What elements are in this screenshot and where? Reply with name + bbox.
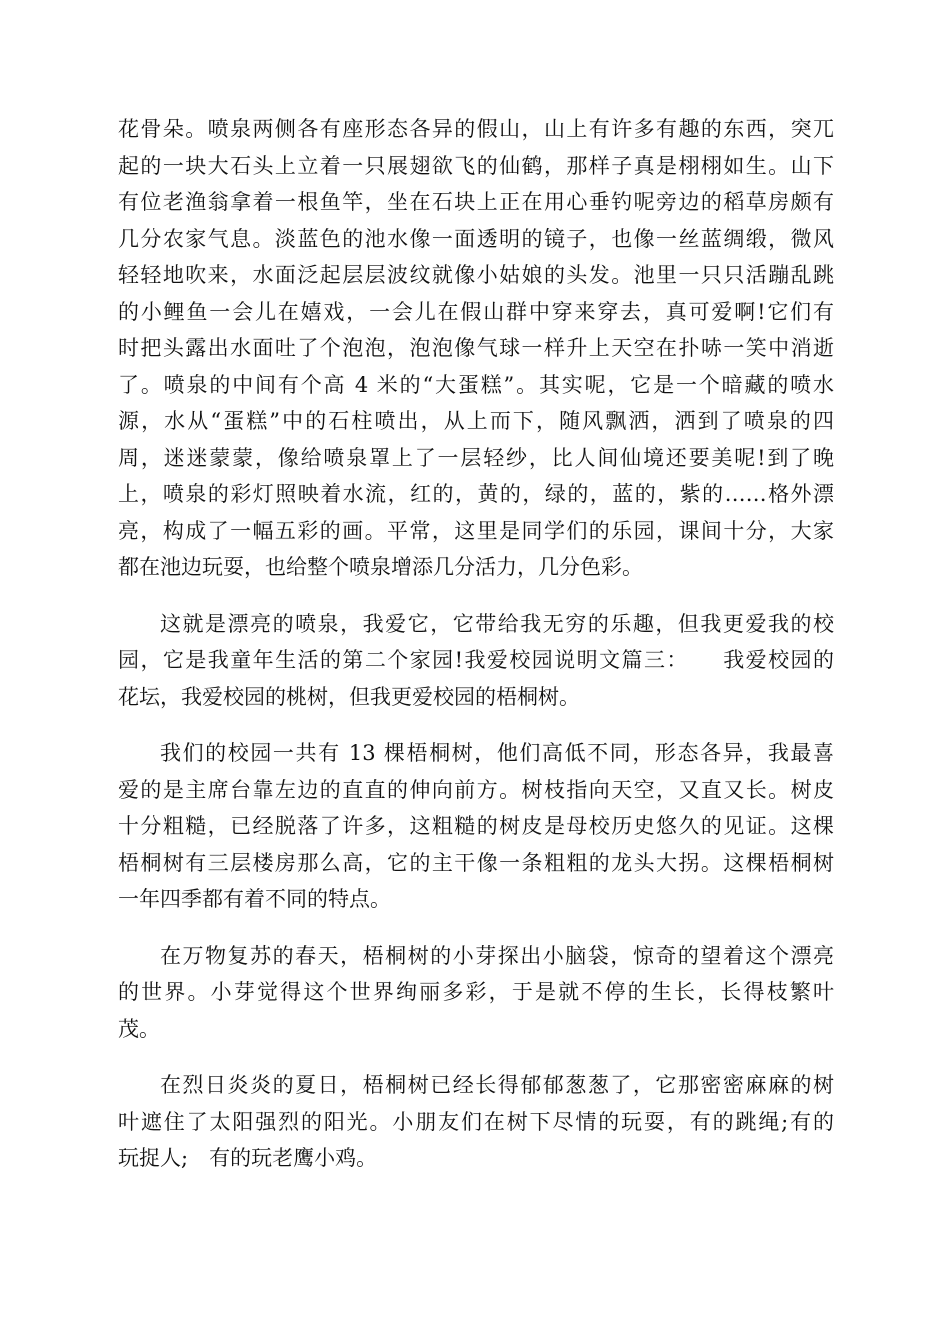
text-line: 玩捉人; 有的玩老鹰小鸡。 bbox=[118, 1146, 378, 1170]
text-line: 这就是漂亮的喷泉，我爱它，它带给我无穷的乐趣，但我更爱我的校 bbox=[160, 611, 834, 636]
text-line: 有位老渔翁拿着一根鱼竿，坐在石块上正在用心垂钓呢旁边的稻草房颇有 bbox=[118, 190, 834, 214]
text-line: 亮，构成了一幅五彩的画。平常，这里是同学们的乐园，课间十分，大家 bbox=[118, 518, 834, 543]
text-line: 了。喷泉的中间有个高 4 米的“大蛋糕”。其实呢，它是一个暗藏的喷水 bbox=[118, 372, 834, 397]
text-line: 几分农家气息。淡蓝色的池水像一面透明的镜子，也像一丝蓝绸缎，微风 bbox=[118, 226, 834, 251]
text-line: 都在池边玩耍，也给整个喷泉增添几分活力，几分色彩。 bbox=[118, 555, 643, 579]
text-line: 十分粗糙，已经脱落了许多，这粗糙的树皮是母校历史悠久的见证。这棵 bbox=[118, 814, 834, 838]
text-line: 的小鲤鱼一会儿在嬉戏，一会儿在假山群中穿来穿去，真可爱啊!它们有 bbox=[118, 299, 834, 324]
text-line: 周，迷迷蒙蒙，像给喷泉罩上了一层轻纱，比人间仙境还要美呢!到了晚 bbox=[118, 445, 834, 470]
text-line: 园，它是我童年生活的第二个家园!我爱校园说明文篇三： 我爱校园的 bbox=[118, 648, 834, 672]
document-body bbox=[118, 111, 834, 1197]
text-line: 起的一块大石头上立着一只展翅欲飞的仙鹤，那样子真是栩栩如生。山下 bbox=[118, 153, 834, 178]
paragraph bbox=[118, 735, 834, 918]
text-line: 梧桐树有三层楼房那么高，它的主干像一条粗粗的龙头大拐。这棵梧桐树 bbox=[118, 850, 834, 875]
paragraph bbox=[118, 111, 834, 586]
text-line: 的世界。小芽觉得这个世界绚丽多彩，于是就不停的生长，长得枝繁叶 bbox=[118, 980, 834, 1004]
text-line: 茂。 bbox=[118, 1016, 160, 1041]
text-line: 爱的是主席台靠左边的直直的伸向前方。树枝指向天空，又直又长。树皮 bbox=[118, 777, 834, 802]
text-line: 轻轻地吹来，水面泛起层层波纹就像小姑娘的头发。池里一只只活蹦乱跳 bbox=[118, 263, 834, 287]
text-line: 时把头露出水面吐了个泡泡，泡泡像气球一样升上天空在扑哧一笑中消逝 bbox=[118, 336, 834, 360]
text-line: 一年四季都有着不同的特点。 bbox=[118, 887, 391, 911]
text-line: 花坛，我爱校园的桃树，但我更爱校园的梧桐树。 bbox=[118, 684, 580, 709]
paragraph bbox=[118, 606, 834, 716]
text-line: 花骨朵。喷泉两侧各有座形态各异的假山，山上有许多有趣的东西，突兀 bbox=[118, 117, 834, 141]
text-line: 源，水从“蛋糕”中的石柱喷出，从上而下，随风飘洒，洒到了喷泉的四 bbox=[118, 409, 834, 433]
text-line: 我们的校园一共有 13 棵梧桐树，他们高低不同，形态各异，我最喜 bbox=[160, 741, 834, 765]
text-line: 在万物复苏的春天，梧桐树的小芽探出小脑袋，惊奇的望着这个漂亮 bbox=[160, 943, 834, 968]
paragraph bbox=[118, 1067, 834, 1177]
text-line: 上，喷泉的彩灯照映着水流，红的，黄的，绿的，蓝的，紫的……格外漂 bbox=[118, 482, 834, 506]
paragraph bbox=[118, 938, 834, 1048]
text-line: 叶遮住了太阳强烈的阳光。小朋友们在树下尽情的玩耍，有的跳绳;有的 bbox=[118, 1109, 834, 1134]
text-line: 在烈日炎炎的夏日，梧桐树已经长得郁郁葱葱了，它那密密麻麻的树 bbox=[160, 1073, 834, 1097]
